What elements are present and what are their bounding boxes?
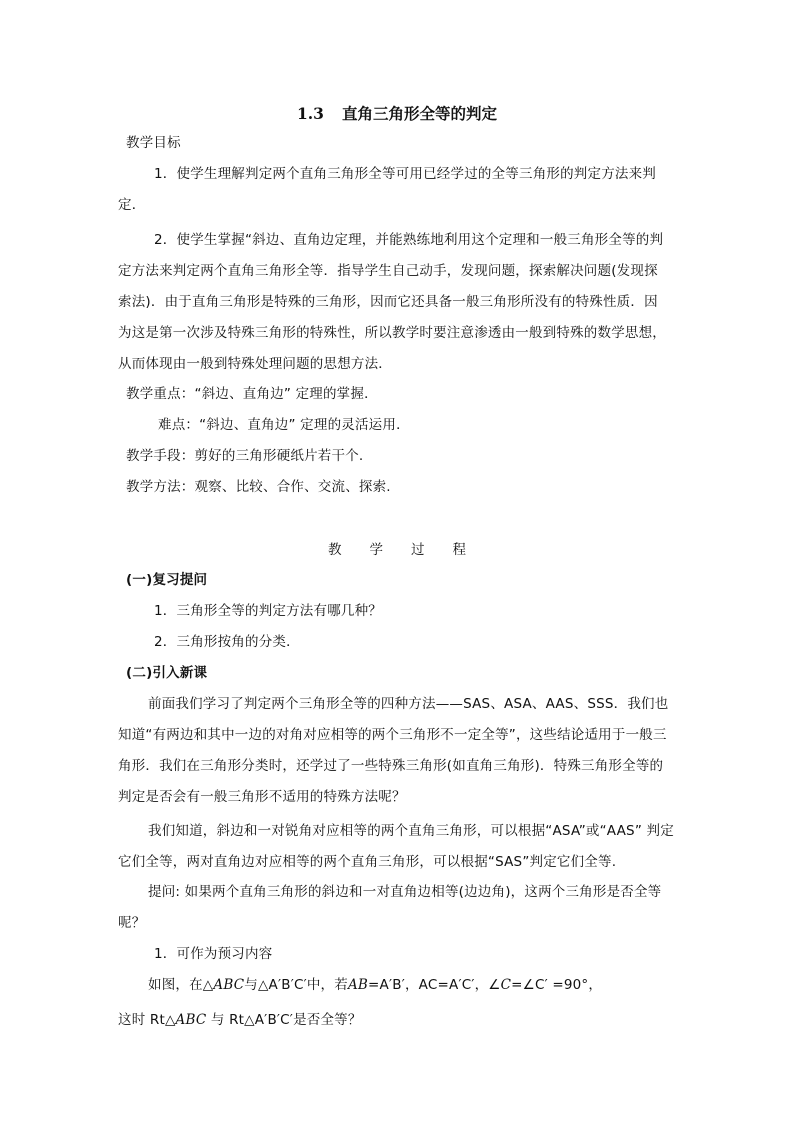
- teaching-method: 教学方法：观察、比较、合作、交流、探索.: [126, 479, 391, 495]
- example-text: 与△A′B′C′中，若: [244, 977, 348, 993]
- triangle-abc: ABC: [175, 1012, 207, 1028]
- page-title: [0, 102, 794, 124]
- example-text: 这时 Rt△: [118, 1012, 176, 1028]
- objective-2-line-1: 2．使学生掌握“斜边、直角边定理，并能熟练地利用这个定理和一般三角形全等的判: [154, 232, 664, 248]
- example-text: =A′B′，AC=A′C′，∠: [368, 977, 501, 993]
- title-text: 直角三角形全等的判定: [341, 104, 497, 123]
- section-2-heading: (二)引入新课: [126, 665, 208, 681]
- triangle-abc: ABC: [213, 977, 245, 993]
- section-1-heading: (一)复习提问: [126, 572, 208, 588]
- intro-paragraph-1-line-1: 前面我们学习了判定两个三角形全等的四种方法——SAS、ASA、AAS、SSS．我们也: [148, 696, 669, 712]
- teaching-means: 教学手段：剪好的三角形硬纸片若干个.: [126, 448, 364, 464]
- review-question-2: 2．三角形按角的分类．: [154, 634, 300, 650]
- section-number: 1.3: [297, 104, 324, 123]
- preview-label: 1．可作为预习内容: [154, 946, 273, 962]
- intro-paragraph-2-line-2: 它们全等，两对直角边对应相等的两个直角三角形，可以根据“SAS”判定它们全等.: [118, 854, 617, 870]
- teaching-difficulty: 难点：“斜边、直角边” 定理的灵活运用．: [158, 417, 410, 433]
- objective-2-line-3: 索法)．由于直角三角形是特殊的三角形，因而它还具备一般三角形所没有的特殊性质．因: [118, 294, 658, 310]
- intro-paragraph-2-line-1: 我们知道，斜边和一对锐角对应相等的两个直角三角形，可以根据“ASA”或“AAS” 判定: [148, 823, 674, 839]
- process-heading: 教学过程: [328, 542, 494, 558]
- example-text: 与 Rt△A′B′C′是否全等？: [206, 1012, 362, 1028]
- example-text: =∠C′ =90°，: [511, 977, 603, 993]
- objective-2-line-2: 定方法来判定两个直角三角形全等．指导学生自己动手，发现问题，探索解决问题(发现探: [118, 263, 658, 279]
- question-line-1: 提问: 如果两个直角三角形的斜边和一对直角边相等(边边角)，这两个三角形是否全等: [148, 884, 662, 900]
- angle-c: C: [500, 977, 512, 993]
- objective-2-line-4: 为这是第一次涉及特殊三角形的特殊性，所以教学时要注意渗透由一般到特殊的数学思想，: [118, 325, 666, 341]
- objectives-heading: 教学目标: [126, 135, 181, 151]
- intro-paragraph-1-line-3: 角形．我们在三角形分类时，还学过了一些特殊三角形(如直角三角形)．特殊三角形全等的: [118, 758, 664, 774]
- objective-1-line-2: 定．: [118, 197, 146, 213]
- intro-paragraph-1-line-4: 判定是否会有一般三角形不适用的特殊方法呢？: [118, 789, 406, 805]
- review-question-1: 1．三角形全等的判定方法有哪几种？: [154, 603, 382, 619]
- example-text: 如图，在△: [148, 977, 214, 993]
- teaching-focus: 教学重点：“斜边、直角边” 定理的掌握．: [126, 386, 378, 402]
- side-ab: AB: [347, 977, 369, 993]
- objective-1-line-1: 1．使学生理解判定两个直角三角形全等可用已经学过的全等三角形的判定方法来判: [154, 166, 656, 182]
- objective-2-line-5: 从而体现由一般到特殊处理问题的思想方法．: [118, 356, 392, 372]
- example-line-2: [118, 1010, 678, 1030]
- intro-paragraph-1-line-2: 知道“有两边和其中一边的对角对应相等的两个三角形不一定全等”，这些结论适用于一般三: [118, 727, 667, 743]
- example-line-1: [148, 975, 708, 995]
- question-line-2: 呢？: [118, 915, 146, 931]
